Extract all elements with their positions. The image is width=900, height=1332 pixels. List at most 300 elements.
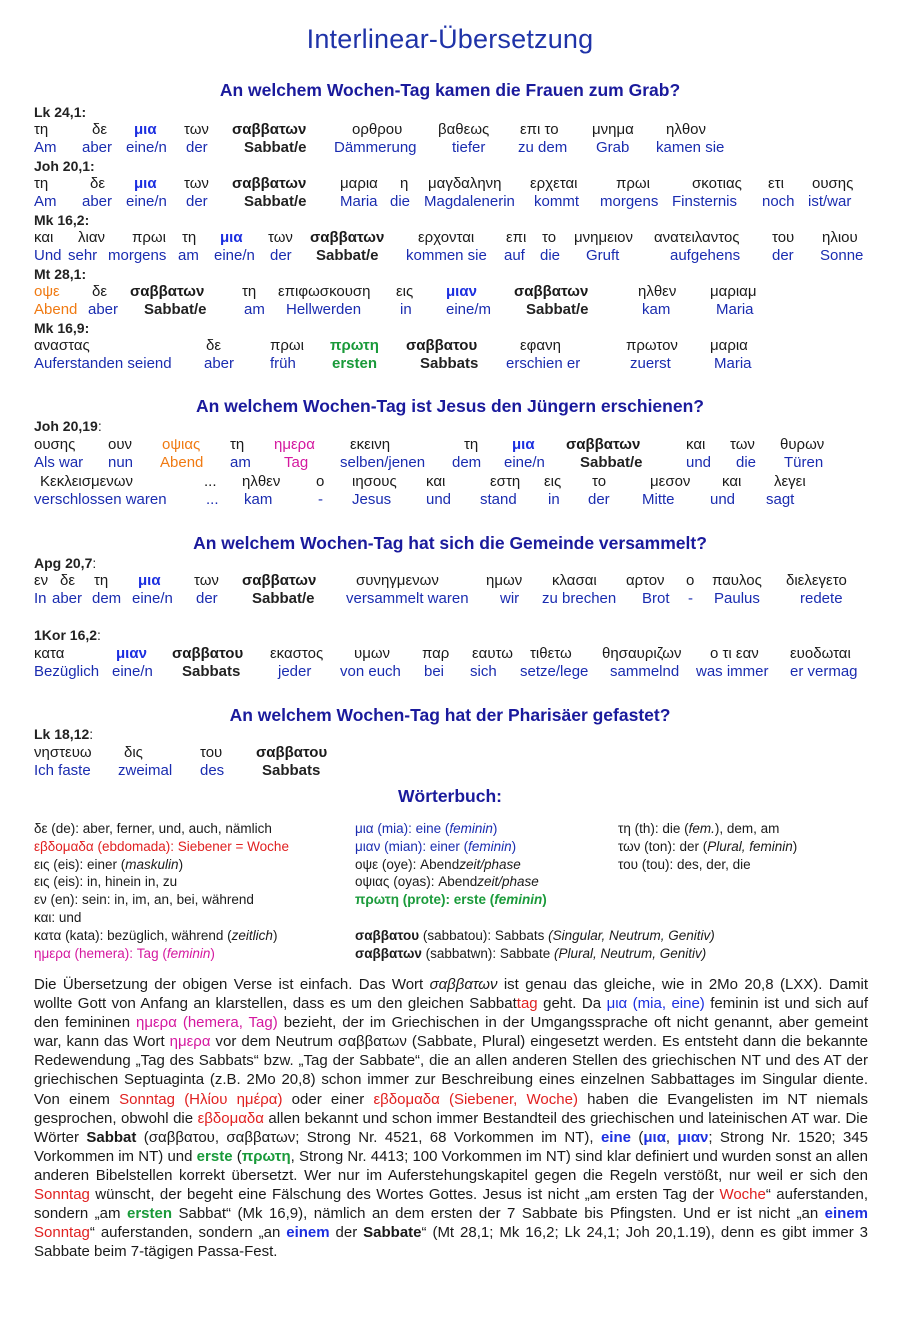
text-fragment: εν (en): sein: in, im, an, bei, während: [34, 892, 254, 908]
word-token: setze/lege: [520, 663, 589, 680]
word-token: wir: [500, 590, 520, 607]
word-token: των: [730, 436, 755, 453]
word-token: Am: [34, 193, 57, 210]
word-token: των: [268, 229, 293, 246]
question-heading-fasting: An welchem Wochen-Tag hat der Pharisäer gefastet?: [229, 705, 671, 725]
word-token: die: [736, 454, 757, 471]
word-token: der: [270, 247, 292, 264]
word-token: Jesus: [352, 491, 392, 508]
text-fragment: [355, 891, 715, 909]
text-fragment: οψιας (oyas): Abend: [355, 874, 478, 890]
word-token: ist/war: [808, 193, 852, 210]
text-fragment: (: [232, 1147, 242, 1165]
text-fragment: εβδομαδα: [197, 1109, 264, 1127]
word-token: aufgehens: [670, 247, 741, 264]
word-token: von euch: [340, 663, 401, 680]
word-token: sammelnd: [610, 663, 680, 680]
word-token: δις: [124, 744, 143, 761]
text-fragment: εις (eis): in, hinein in, zu: [34, 874, 178, 890]
text-fragment: [355, 873, 715, 891]
text-fragment: geht. Da: [537, 995, 607, 1013]
text-fragment: tag: [516, 995, 538, 1013]
word-token: του: [772, 229, 795, 246]
word-token: πρωι: [132, 229, 166, 246]
text-fragment: εβδομαδα (Siebener, Woche): [373, 1090, 578, 1108]
word-token: ουσης: [34, 436, 76, 453]
word-token: πρωι: [270, 337, 304, 354]
text-fragment: Sabbat: [86, 1128, 137, 1146]
text-fragment: feminin: [494, 892, 543, 908]
text-fragment: τη (th): die (: [618, 821, 689, 836]
text-fragment: Lk 18,12: [34, 726, 90, 742]
word-token: Sabbat/e: [526, 301, 589, 318]
text-fragment: [618, 820, 797, 838]
text-fragment: μια: [643, 1128, 666, 1146]
text-fragment: Sabbate: [363, 1224, 422, 1242]
word-token: επι: [506, 229, 527, 246]
text-fragment: οψε (oye): Abend: [355, 856, 460, 872]
word-token: σαββατων: [232, 121, 307, 138]
word-token: morgens: [108, 247, 167, 264]
word-token: εαυτω: [472, 645, 513, 662]
text-fragment: Woche: [719, 1186, 766, 1204]
word-token: aber: [82, 139, 113, 156]
word-token: τη: [464, 436, 479, 453]
text-fragment: ημερα (hemera, Tag): [136, 1014, 278, 1032]
text-fragment: [355, 927, 715, 945]
text-fragment: ist genau das gleiche, wie in 2Mo 20,8 (LXX). Damit wollte Gott von Anfang an klarstellen, dass es um den gleichen Sabbat: [34, 976, 868, 1013]
text-fragment: (sabbatou): Sabbats: [419, 927, 549, 943]
word-token: Bezüglich: [34, 663, 100, 680]
word-token: δε: [60, 572, 76, 589]
text-fragment: Plural, feminin: [707, 838, 793, 854]
word-token: die: [540, 247, 561, 264]
word-token: σαββατου: [172, 645, 244, 662]
text-fragment: haben die Evangelisten im NT niemals gesprochen, obwohl die: [34, 1090, 868, 1127]
text-fragment: Sonntag (Ηλίου ημέρα): [119, 1090, 283, 1108]
word-token: ουν: [108, 436, 133, 453]
word-token: ...: [206, 491, 219, 508]
word-token: aber: [82, 193, 113, 210]
text-fragment: maskulin: [125, 856, 179, 872]
word-token: πρωτη: [330, 337, 379, 354]
text-fragment: ,: [665, 1128, 678, 1146]
word-token: zu brechen: [542, 590, 617, 607]
text-fragment: (Plural, Neutrum, Genitiv): [553, 945, 707, 961]
word-token: ορθρου: [352, 121, 403, 138]
word-token: und: [710, 491, 736, 508]
word-token: zweimal: [118, 762, 173, 779]
word-token: μια: [134, 175, 157, 192]
word-token: ημων: [486, 572, 523, 589]
text-fragment: των (ton): der (: [618, 838, 708, 854]
word-token: μιαν: [446, 283, 477, 300]
text-fragment: Apg 20,7: [34, 555, 93, 571]
verse-ref-lk24: Lk 24,1:: [34, 104, 87, 120]
verse-ref-joh20: Joh 20,1:: [34, 158, 95, 174]
word-token: σαββατων: [514, 283, 589, 300]
word-token: μαρια: [340, 175, 378, 192]
word-token: μια: [138, 572, 161, 589]
word-token: Sabbat/e: [244, 139, 307, 156]
text-fragment: “ auferstanden, sondern „an: [89, 1224, 287, 1242]
word-token: sagt: [766, 491, 795, 508]
word-token: μια: [220, 229, 243, 246]
word-token: ουσης: [812, 175, 854, 192]
word-token: πρωτον: [626, 337, 678, 354]
text-fragment: του (tou): des, der, die: [618, 856, 751, 872]
word-token: Mitte: [642, 491, 675, 508]
word-token: eine/n: [126, 139, 167, 156]
text-fragment: feminin: [166, 945, 211, 961]
text-fragment: [34, 927, 289, 945]
word-token: zu dem: [518, 139, 568, 156]
word-token: kam: [642, 301, 671, 318]
text-fragment: ): [792, 838, 798, 854]
word-token: morgens: [600, 193, 659, 210]
explanation-paragraph: [34, 975, 868, 1261]
word-token: σαββατου: [256, 744, 328, 761]
word-token: des: [200, 762, 225, 779]
word-token: er vermag: [790, 663, 858, 680]
word-token: των: [184, 175, 209, 192]
text-fragment: oder einer: [282, 1090, 374, 1108]
word-token: auf: [504, 247, 525, 264]
text-fragment: ): [511, 838, 517, 854]
word-token: dem: [92, 590, 122, 607]
word-token: δε: [90, 175, 106, 192]
dictionary-column-3: [618, 820, 797, 873]
word-token: σαββατου: [406, 337, 478, 354]
word-token: Finsternis: [672, 193, 738, 210]
word-token: Am: [34, 139, 57, 156]
word-token: εις: [544, 473, 562, 490]
word-token: τη: [34, 121, 49, 138]
word-token: Sabbats: [262, 762, 321, 779]
word-token: ανατειλαντος: [654, 229, 740, 246]
word-token: kommt: [534, 193, 579, 210]
word-token: Türen: [784, 454, 824, 471]
word-token: δε: [206, 337, 222, 354]
question-heading-appearance: An welchem Wochen-Tag ist Jesus den Jüngern erschienen?: [196, 396, 704, 416]
word-token: kamen sie: [656, 139, 725, 156]
word-token: και: [426, 473, 446, 490]
verse-ref-lk18: [34, 726, 93, 742]
text-fragment: εβδομαδα (ebdomada): Siebener = Woche: [34, 838, 289, 854]
word-token: Magdalenerin: [424, 193, 515, 210]
text-fragment: (σαββατου, σαββατων; Strong Nr. 4521, 68 Vorkommen im NT),: [136, 1128, 601, 1146]
word-token: τη: [94, 572, 109, 589]
word-token: ο τι εαν: [710, 645, 759, 662]
text-fragment: [355, 909, 715, 927]
word-token: ηλιου: [822, 229, 858, 246]
word-token: zuerst: [630, 355, 671, 372]
word-token: ο: [686, 572, 695, 589]
word-token: kam: [244, 491, 273, 508]
word-token: jeder: [278, 663, 312, 680]
word-token: πρωι: [616, 175, 650, 192]
word-token: ιησους: [352, 473, 397, 490]
word-token: σκοτιας: [692, 175, 742, 192]
word-token: Κεκλεισμενων: [40, 473, 134, 490]
word-token: κλασαι: [552, 572, 597, 589]
word-token: βαθεως: [438, 121, 490, 138]
word-token: Grab: [596, 139, 630, 156]
word-token: verschlossen waren: [34, 491, 167, 508]
word-token: am: [244, 301, 265, 318]
text-fragment: σαββατου: [355, 927, 420, 943]
word-token: Und: [34, 247, 62, 264]
text-fragment: [34, 856, 289, 874]
text-fragment: εις (eis): einer (: [34, 856, 126, 872]
text-fragment: [618, 838, 797, 856]
text-fragment: ersten: [126, 1205, 173, 1223]
word-token: ημερα: [274, 436, 315, 453]
word-token: Abend: [160, 454, 204, 471]
word-token: ersten: [332, 355, 378, 372]
text-fragment: :: [97, 418, 102, 434]
word-token: eine/n: [112, 663, 153, 680]
text-fragment: (Singular, Neutrum, Genitiv): [548, 927, 715, 943]
question-heading-grave: An welchem Wochen-Tag kamen die Frauen zum Grab?: [219, 80, 681, 100]
word-token: Sonne: [820, 247, 864, 264]
word-token: aber: [204, 355, 235, 372]
word-token: ετι: [768, 175, 784, 192]
word-token: Tag: [284, 454, 309, 471]
word-token: Ich faste: [34, 762, 91, 779]
word-token: der: [772, 247, 794, 264]
page-title: Interlinear-Übersetzung: [306, 24, 594, 54]
text-fragment: ημερα (hemera): Tag (: [34, 945, 167, 961]
word-token: erschien er: [506, 355, 581, 372]
text-fragment: feminin ist und sich auf den femininen: [34, 995, 868, 1032]
dictionary-column-1: [34, 820, 289, 962]
text-fragment: 1Kor 16,2: [34, 627, 98, 643]
text-fragment: Sabbat“ (Mk 16,9), nämlich an dem ersten der 7 Sabbate bis Pfingsten. Und er ist nicht „an: [172, 1205, 825, 1223]
word-token: eine/n: [214, 247, 255, 264]
word-token: der: [186, 139, 208, 156]
word-token: και: [686, 436, 706, 453]
word-token: eine/n: [126, 193, 167, 210]
word-token: μια: [134, 121, 157, 138]
text-fragment: “ auferstanden, sondern „am: [34, 1186, 868, 1223]
word-token: kommen sie: [406, 247, 487, 264]
verse-ref-apg: [34, 555, 96, 571]
word-token: Als war: [34, 454, 84, 471]
word-token: am: [178, 247, 199, 264]
word-token: θυρων: [780, 436, 825, 453]
text-fragment: feminin: [449, 821, 493, 836]
text-fragment: μιαν: [677, 1128, 709, 1146]
word-token: am: [230, 454, 251, 471]
text-fragment: eine: [600, 1128, 631, 1146]
text-fragment: ): [492, 821, 498, 836]
text-fragment: :: [92, 555, 97, 571]
word-token: και: [34, 229, 54, 246]
word-token: bei: [424, 663, 445, 680]
word-token: υμων: [354, 645, 391, 662]
word-token: τη: [182, 229, 197, 246]
text-fragment: ημερα: [169, 1033, 211, 1051]
word-token: η: [400, 175, 409, 192]
text-fragment: feminin: [468, 838, 512, 854]
word-token: εκεινη: [350, 436, 391, 453]
word-token: sich: [470, 663, 497, 680]
text-fragment: zeit/phase: [459, 856, 521, 872]
word-token: λιαν: [78, 229, 106, 246]
word-token: was immer: [696, 663, 769, 680]
word-token: ηλθεν: [242, 473, 281, 490]
word-token: τη: [34, 175, 49, 192]
word-token: Paulus: [714, 590, 760, 607]
word-token: μια: [512, 436, 535, 453]
word-token: Maria: [340, 193, 378, 210]
word-token: σαββατων: [232, 175, 307, 192]
word-token: του: [200, 744, 223, 761]
word-token: der: [588, 491, 610, 508]
word-token: -: [688, 590, 693, 607]
text-fragment: ): [178, 856, 184, 872]
word-token: ερχεται: [530, 175, 578, 192]
word-token: Dämmerung: [334, 139, 417, 156]
text-fragment: :: [97, 627, 101, 643]
word-token: Gruft: [586, 247, 620, 264]
word-token: und: [686, 454, 712, 471]
word-token: versammelt waren: [346, 590, 469, 607]
verse-ref-mt28: Mt 28,1:: [34, 266, 87, 282]
word-token: ...: [204, 473, 217, 490]
text-fragment: κατα (kata): bezüglich, während (: [34, 927, 232, 943]
text-fragment: Die Übersetzung der obigen Verse ist einfach. Das Wort: [34, 976, 430, 993]
text-fragment: και: und: [34, 909, 82, 925]
word-token: μαγδαληνη: [428, 175, 502, 192]
word-token: ηλθον: [666, 121, 707, 138]
word-token: παυλος: [712, 572, 762, 589]
word-token: επιφωσκουση: [278, 283, 371, 300]
word-token: Hellwerden: [286, 301, 362, 318]
text-fragment: [34, 945, 289, 963]
word-token: stand: [480, 491, 517, 508]
word-token: Maria: [714, 355, 752, 372]
text-fragment: μιαν (mian): einer (: [355, 838, 469, 854]
word-token: Brot: [642, 590, 670, 607]
word-token: τιθετω: [530, 645, 572, 662]
word-token: δε: [92, 121, 108, 138]
text-fragment: fem.: [688, 821, 715, 836]
word-token: διελεγετο: [786, 572, 847, 589]
word-token: τη: [242, 283, 257, 300]
text-fragment: (sabbatwn): Sabbate: [421, 945, 554, 961]
text-fragment: bezieht, der im Griechischen in der Umgangssprache oft nicht genannt, aber gemeint war, kann das Wort: [34, 1014, 868, 1051]
word-token: και: [722, 473, 742, 490]
text-fragment: σαββατων: [355, 945, 422, 961]
text-fragment: ; Strong Nr. 1520; 345 Vorkommen im NT) und: [34, 1128, 868, 1165]
text-fragment: ), dem, am: [714, 821, 780, 836]
word-token: το: [542, 229, 557, 246]
word-token: ευοδωται: [790, 645, 851, 662]
text-fragment: [355, 945, 715, 963]
word-token: ερχονται: [418, 229, 475, 246]
word-token: nun: [108, 454, 134, 471]
text-fragment: vor dem Neutrum σαββατων (Sabbate, Plural) eingesetzt werden. Es entsteht dann die bekannte Redewendung „Tag des Sabbats“ bzw. „Tag der Sabbate“, die an allen anderen Stellen des griechischen NT und des AT der griechischen Septuaginta (z.B. 2Mo 20,8) schon immer zur Beschreibung eines einzelnen Sabbattages im Singular diente. Von einem: [34, 1033, 868, 1108]
word-token: επι το: [520, 121, 559, 138]
word-token: eine/m: [446, 301, 492, 318]
word-token: Sabbat/e: [144, 301, 207, 318]
word-token: sehr: [68, 247, 98, 264]
word-token: ηλθεν: [638, 283, 677, 300]
word-token: Sabbat/e: [244, 193, 307, 210]
word-token: των: [194, 572, 219, 589]
text-fragment: σαββατων: [429, 976, 498, 993]
text-fragment: ): [210, 945, 215, 961]
text-fragment: wünscht, der begeht eine Fälschung des Wortes Gottes. Jesus ist nicht „am ersten Tag der: [89, 1186, 720, 1204]
word-token: μνημειον: [574, 229, 633, 246]
word-token: σαββατων: [130, 283, 205, 300]
text-fragment: ): [542, 892, 547, 908]
dictionary-heading: Wörterbuch:: [397, 786, 503, 806]
word-token: tiefer: [452, 139, 486, 156]
verse-ref-mk169: Mk 16,9:: [34, 320, 90, 336]
word-token: dem: [452, 454, 482, 471]
word-token: το: [592, 473, 607, 490]
verse-ref-1kor: [34, 627, 101, 643]
word-token: λεγει: [774, 473, 806, 490]
word-token: νηστευω: [34, 744, 92, 761]
word-token: in: [400, 301, 412, 318]
text-fragment: , Strong Nr. 4413; 100 Vorkommen im NT) sind klar definiert und wurden sonst an allen anderen Bibelstellen korrekt übersetzt. Wer nur im Auferstehungskapitel gegen die Regeln verstößt, nur weil er sich den: [34, 1147, 869, 1184]
word-token: εν: [34, 572, 49, 589]
word-token: der: [196, 590, 218, 607]
word-token: οψε: [34, 283, 60, 300]
text-fragment: erste: [196, 1147, 233, 1165]
word-token: τη: [230, 436, 245, 453]
word-token: αναστας: [34, 337, 90, 354]
word-token: Sabbat/e: [580, 454, 643, 471]
word-token: αρτον: [626, 572, 665, 589]
word-token: eine/n: [132, 590, 173, 607]
word-token: εστη: [490, 473, 521, 490]
word-token: μνημα: [592, 121, 634, 138]
word-token: οψιας: [162, 436, 201, 453]
word-token: μαρια: [710, 337, 748, 354]
text-fragment: einem: [286, 1224, 330, 1242]
word-token: των: [184, 121, 209, 138]
word-token: μιαν: [116, 645, 147, 662]
word-token: in: [548, 491, 560, 508]
word-token: συνηγμενων: [356, 572, 439, 589]
word-token: früh: [270, 355, 296, 372]
word-token: -: [318, 491, 323, 508]
text-fragment: Sonntag: [34, 1224, 90, 1242]
text-fragment: Sonntag: [34, 1186, 90, 1204]
word-token: Abend: [34, 301, 78, 318]
verse-ref-joh2019: [34, 418, 102, 434]
word-token: θησαυριζων: [602, 645, 682, 662]
word-token: Sabbats: [182, 663, 241, 680]
word-token: εκαστος: [270, 645, 324, 662]
text-fragment: (: [630, 1128, 644, 1146]
word-token: δε: [92, 283, 108, 300]
word-token: Auferstanden seiend: [34, 355, 172, 372]
word-token: der: [186, 193, 208, 210]
word-token: noch: [762, 193, 795, 210]
verse-ref-mk162: Mk 16,2:: [34, 212, 90, 228]
word-token: aber: [52, 590, 83, 607]
word-token: σαββατων: [242, 572, 317, 589]
word-token: Sabbat/e: [316, 247, 379, 264]
text-fragment: zeitlich: [231, 927, 273, 943]
word-token: und: [426, 491, 452, 508]
